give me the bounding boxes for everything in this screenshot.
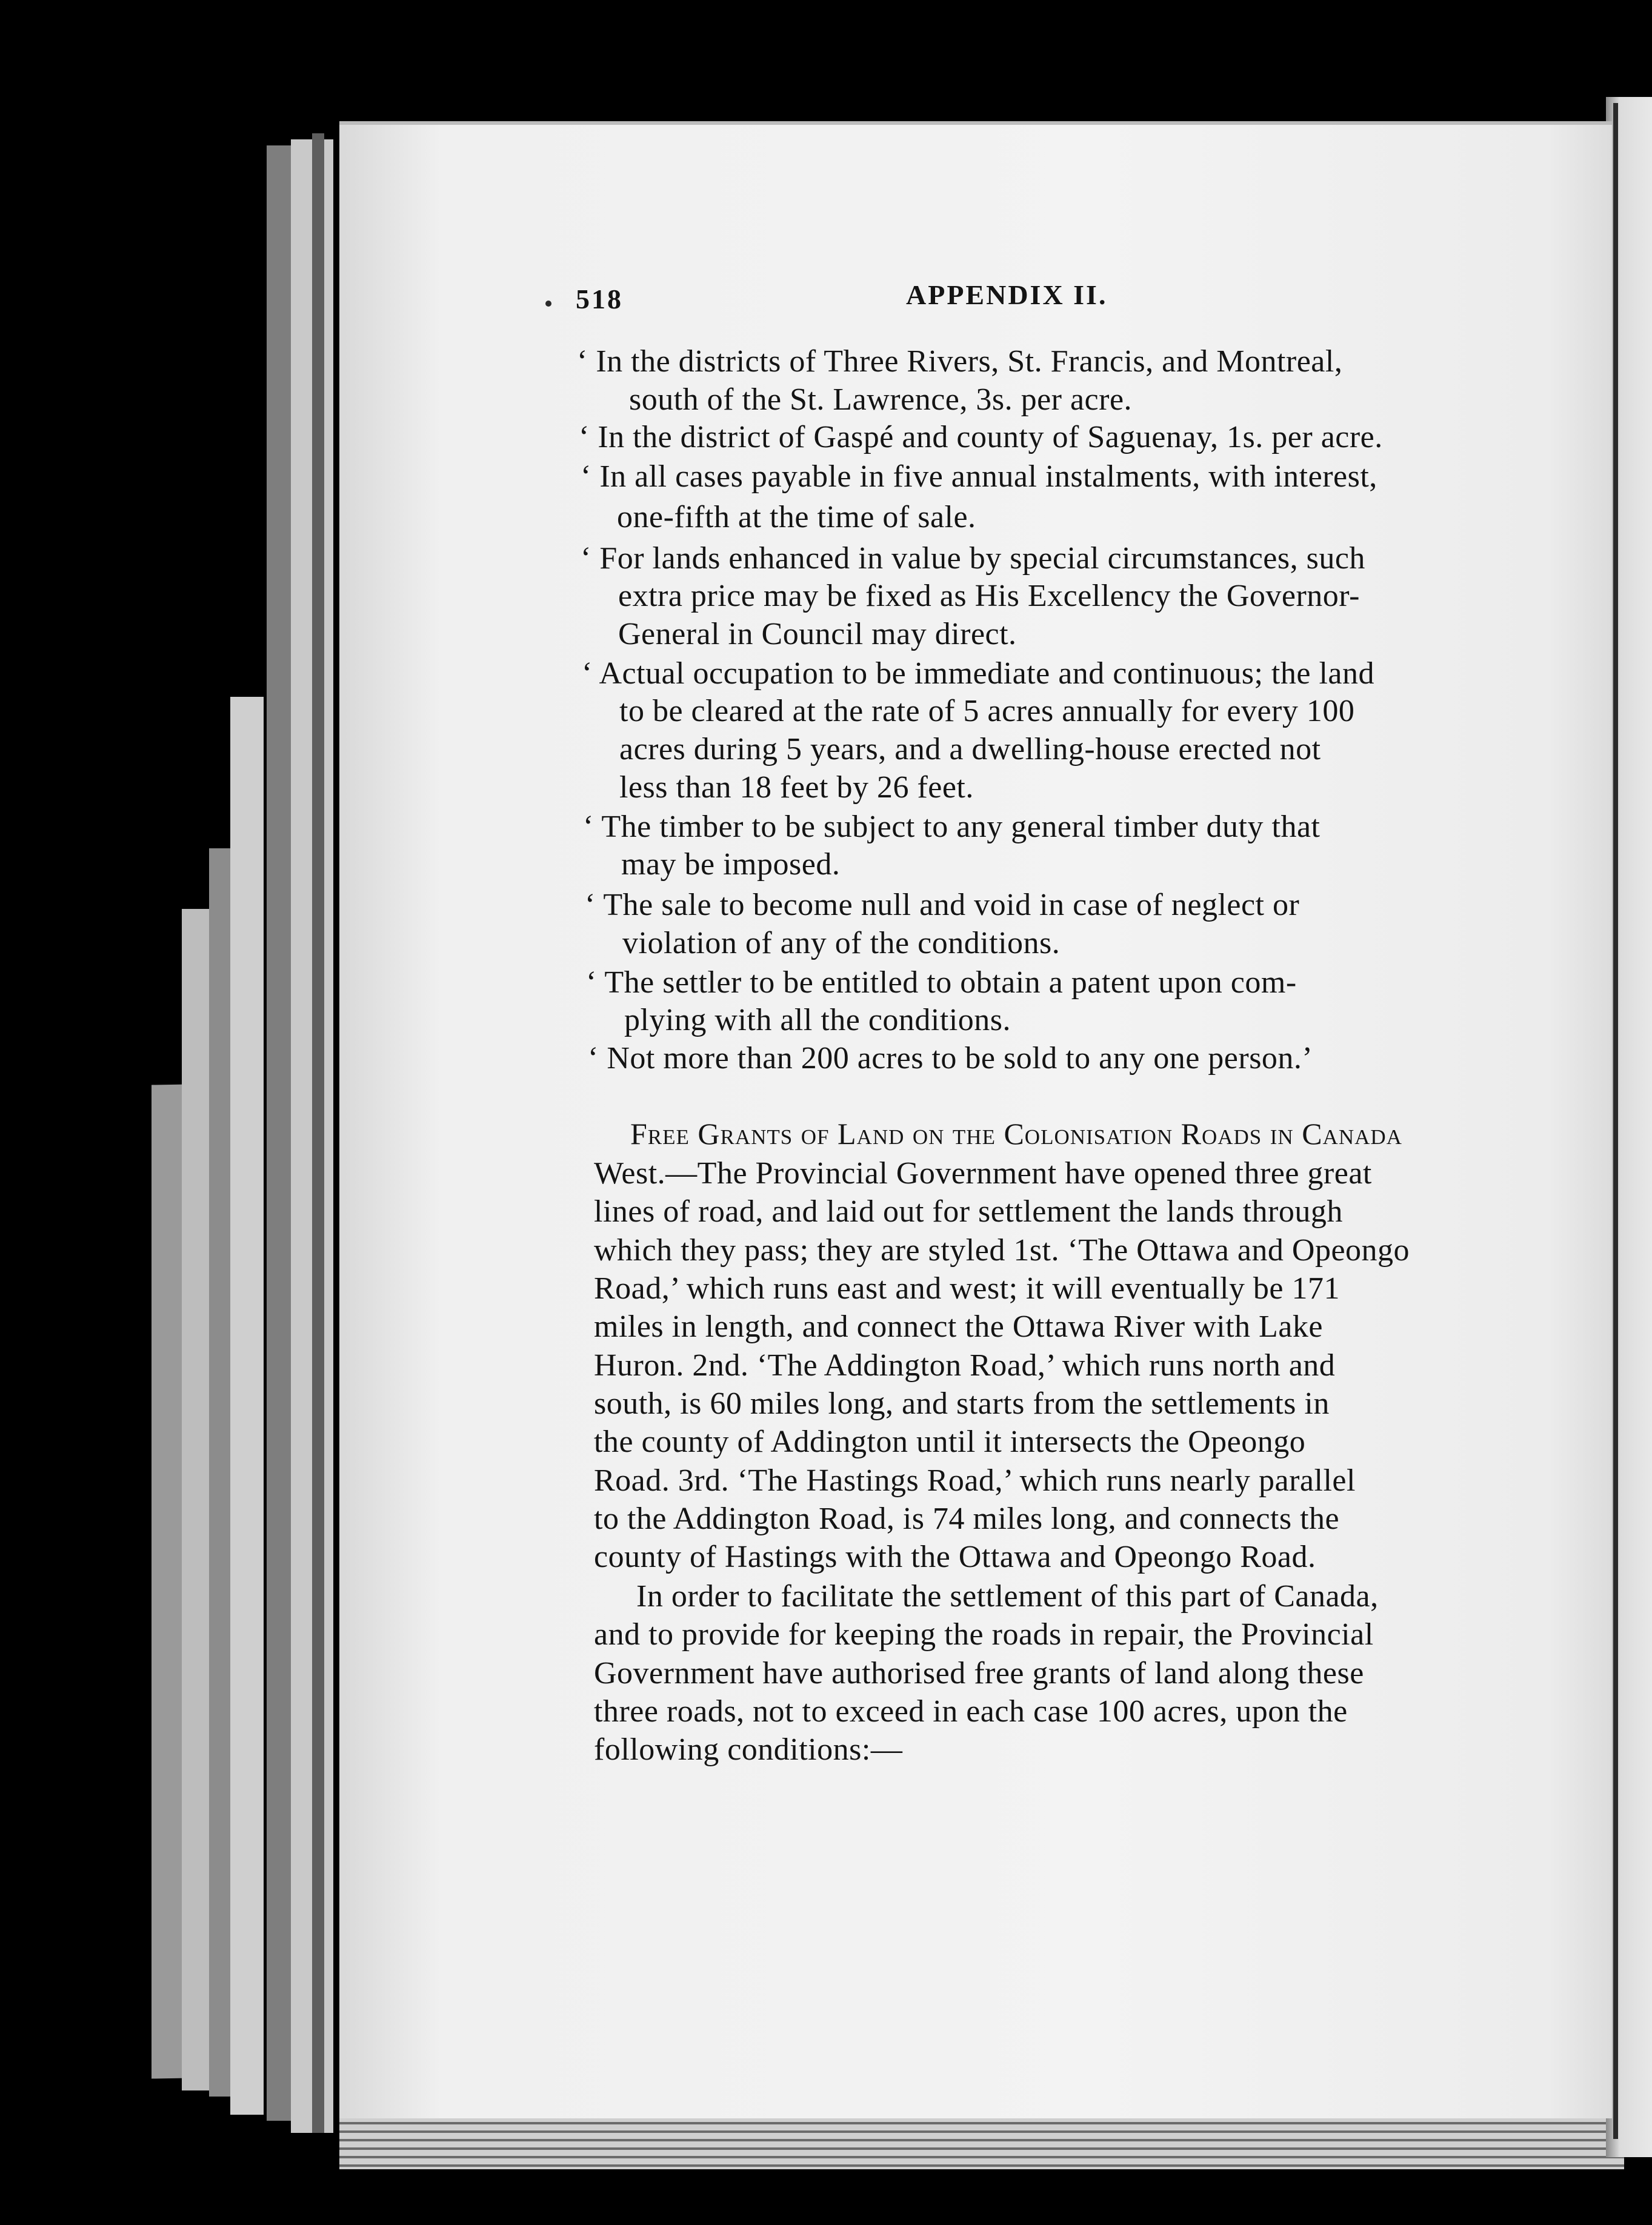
list-line: south of the St. Lawrence, 3s. per acre. xyxy=(629,382,1133,417)
paper-page xyxy=(339,121,1612,2118)
margin-dot xyxy=(545,301,551,307)
section-heading: Free Grants of Land on the Colonisation Roads in Canada xyxy=(630,1117,1402,1151)
page-edge xyxy=(267,145,291,2121)
list-line: plying with all the conditions. xyxy=(624,1003,1011,1037)
paragraph-line: three roads, not to exceed in each case 100 acres, upon the xyxy=(594,1694,1348,1729)
list-line: ‘ The timber to be subject to any general timber duty that xyxy=(583,810,1321,844)
list-line: violation of any of the conditions. xyxy=(622,926,1061,960)
list-line: extra price may be fixed as His Excellency the Governor- xyxy=(618,579,1360,613)
paragraph-line: Government have authorised free grants of land along these xyxy=(594,1656,1364,1691)
paragraph-line: Road. 3rd. ‘The Hastings Road,’ which runs nearly parallel xyxy=(594,1463,1356,1498)
gutter-line xyxy=(1613,103,1618,2139)
list-line: ‘ Actual occupation to be immediate and continuous; the land xyxy=(582,656,1374,691)
running-head: APPENDIX II. xyxy=(906,279,1108,310)
paragraph-line: Road,’ which runs east and west; it will eventually be 171 xyxy=(594,1271,1340,1306)
list-line: ‘ For lands enhanced in value by special circumstances, such xyxy=(581,541,1365,576)
list-line: one-fifth at the time of sale. xyxy=(617,500,976,534)
paragraph-line: to the Addington Road, is 74 miles long, and connects the xyxy=(594,1502,1340,1536)
paragraph-line: West.—The Provincial Government have opened three great xyxy=(594,1156,1372,1191)
list-line: ‘ In the district of Gaspé and county of Saguenay, 1s. per acre. xyxy=(579,420,1383,454)
list-line: ‘ In all cases payable in five annual instalments, with interest, xyxy=(581,459,1377,494)
page-edge xyxy=(312,133,324,2133)
list-line: may be imposed. xyxy=(621,847,841,882)
list-line: ‘ The settler to be entitled to obtain a patent upon com- xyxy=(586,965,1297,1000)
list-line: acres during 5 years, and a dwelling-house erected not xyxy=(619,732,1321,767)
paragraph-line: lines of road, and laid out for settlement the lands through xyxy=(594,1194,1343,1229)
paragraph-line: south, is 60 miles long, and starts from the settlements in xyxy=(594,1386,1330,1421)
page-edge xyxy=(182,909,212,2090)
list-line: less than 18 feet by 26 feet. xyxy=(619,770,974,805)
page-edge xyxy=(209,848,233,2097)
paragraph-line: and to provide for keeping the roads in repair, the Provincial xyxy=(594,1617,1374,1652)
paragraph-line: following conditions:— xyxy=(594,1732,903,1767)
page-number: 518 xyxy=(576,284,623,314)
list-line: General in Council may direct. xyxy=(618,617,1017,651)
list-line: to be cleared at the rate of 5 acres annually for every 100 xyxy=(619,694,1355,728)
paragraph-line: the county of Addington until it intersects the Opeongo xyxy=(594,1425,1306,1459)
paragraph-line: miles in length, and connect the Ottawa River with Lake xyxy=(594,1309,1323,1344)
list-line: ‘ The sale to become null and void in case of neglect or xyxy=(585,888,1300,922)
page-edge xyxy=(230,697,264,2115)
paragraph-line: county of Hastings with the Ottawa and Opeongo Road. xyxy=(594,1540,1316,1574)
list-line: ‘ In the districts of Three Rivers, St. Francis, and Montreal, xyxy=(577,344,1343,379)
paragraph-line: In order to facilitate the settlement of this part of Canada, xyxy=(636,1579,1379,1614)
list-line: ‘ Not more than 200 acres to be sold to any one person.’ xyxy=(588,1041,1313,1076)
paragraph-line: which they pass; they are styled 1st. ‘The Ottawa and Opeongo xyxy=(594,1233,1410,1268)
paragraph-line: Huron. 2nd. ‘The Addington Road,’ which runs north and xyxy=(594,1348,1336,1383)
